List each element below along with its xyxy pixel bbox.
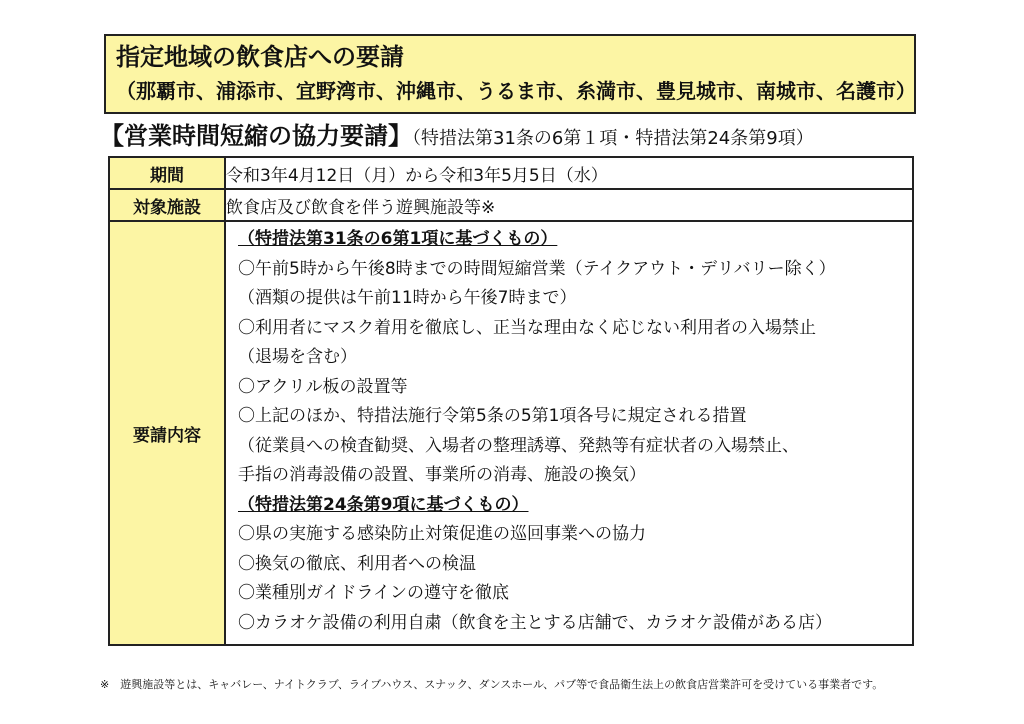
request-content [225, 221, 913, 645]
header-box [104, 34, 916, 114]
request-line: 手指の消毒設備の設置、事業所の消毒、施設の換気） [238, 465, 646, 485]
footnote: ※ 遊興施設等とは、キャバレー、ナイトクラブ、ライブハウス、スナック、ダンスホール、パブ等で食品衛生法上の飲食店営業許可を受けている事業者です。 [100, 678, 884, 691]
header-title: 指定地域の飲食店への要請 [116, 43, 404, 71]
request-line: 〇換気の徹底、利用者への検温 [238, 553, 476, 574]
request-line: 〇上記のほか、特措法施行令第5条の5第1項各号に規定される措置 [238, 406, 747, 426]
section-heading [100, 118, 814, 157]
request-label: 要請内容 [109, 221, 225, 645]
table-row-request [109, 221, 913, 645]
facilities-label: 対象施設 [109, 189, 225, 221]
request-line: 〇利用者にマスク着用を徹底し、正当な理由なく応じない利用者の入場禁止 [238, 317, 816, 338]
header-cities: （那覇市、浦添市、宜野湾市、沖縄市、うるま市、糸満市、豊見城市、南城市、名護市） [116, 79, 916, 103]
request-line: （従業員への検査勧奨、入場者の整理誘導、発熱等有症状者の入場禁止、 [238, 435, 799, 456]
request-table [108, 156, 914, 646]
request-line: （退場を含む） [238, 347, 357, 367]
facilities-value: 飲食店及び飲食を伴う遊興施設等※ [225, 189, 913, 221]
request-line: 〇県の実施する感染防止対策促進の巡回事業への協力 [238, 524, 646, 544]
request-line: （特措法第31条の6第1項に基づくもの） [238, 229, 558, 249]
table-row-period [109, 157, 913, 189]
table-row-facilities [109, 189, 913, 221]
period-label: 期間 [109, 157, 225, 189]
request-line: 〇カラオケ設備の利用自粛（飲食を主とする店舗で、カラオケ設備がある店） [238, 612, 832, 633]
request-line: 〇業種別ガイドラインの遵守を徹底 [238, 583, 509, 603]
section-subtitle: （特措法第31条の6第１項・特措法第24条第9項） [412, 128, 814, 149]
period-value: 令和3年4月12日（月）から令和3年5月5日（水） [225, 157, 913, 189]
request-line: 〇午前5時から午後8時までの時間短縮営業（テイクアウト・デリバリー除く） [238, 258, 836, 279]
request-line: （酒類の提供は午前11時から午後7時まで） [238, 288, 577, 308]
request-line: （特措法第24条第9項に基づくもの） [238, 494, 529, 515]
request-line: 〇アクリル板の設置等 [238, 376, 408, 397]
section-title: 【営業時間短縮の協力要請】 [100, 122, 412, 150]
